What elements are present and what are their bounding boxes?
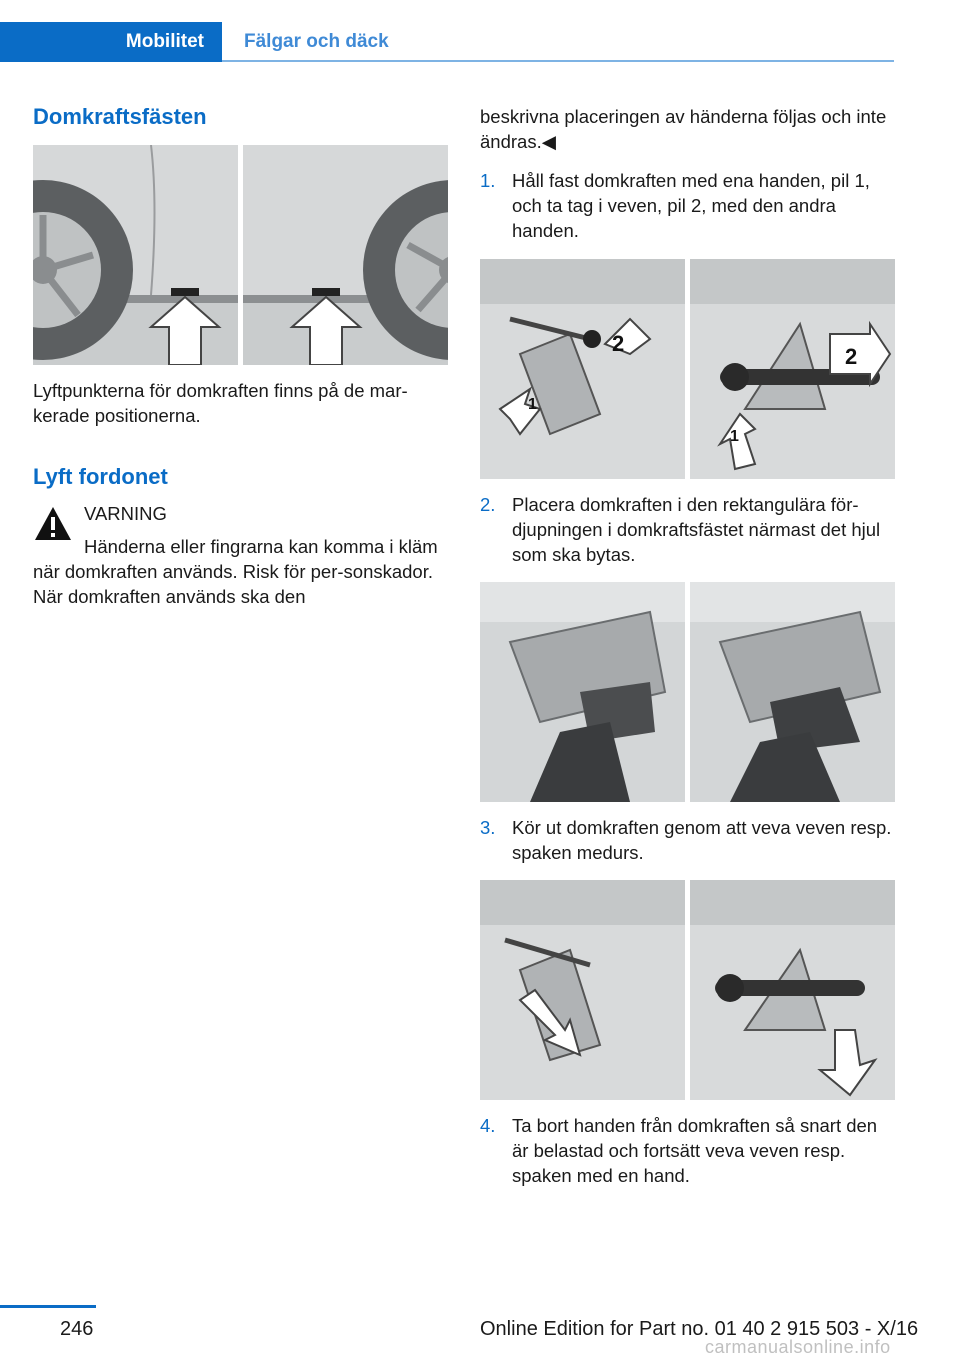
step-text: Kör ut domkraften genom att veva veven resp. spaken medurs. (512, 817, 892, 863)
step-text: Placera domkraften i den rektangulära för-djupningen i domkraftsfästet närmast det hjul som ska bytas. (512, 494, 881, 565)
step-3 (480, 815, 898, 865)
warning-text: Händerna eller fingrarna kan komma i kläm när domkraften används. Risk för per-sonskador. När domkraften används ska den (33, 536, 438, 607)
edition-info: Online Edition for Part no. 01 40 2 915 503 - X/16 (480, 1318, 919, 1340)
step-number: 1. (480, 170, 496, 191)
step-2 (480, 492, 898, 567)
arrow-label-1: 1 (528, 396, 537, 413)
figure-step-2 (480, 582, 895, 802)
heading-domkraftsfasten: Domkraftsfästen (33, 104, 207, 129)
caption-jack-points: Lyftpunkterna för domkraften finns på de mar-kerade positionerna. (33, 380, 408, 426)
step-text: Håll fast domkraften med ena handen, pil 1, och ta tag i veven, pil 2, med den andra handen. (512, 170, 870, 241)
page-number: 246 (60, 1318, 94, 1340)
step-number: 4. (480, 1115, 496, 1136)
arrow-label-2b: 2 (845, 344, 858, 369)
step-1 (480, 168, 898, 243)
step-4 (480, 1113, 898, 1188)
tab-falgar-och-dack[interactable]: Fälgar och däck (222, 22, 894, 62)
heading-lyft-fordonet: Lyft fordonet (33, 464, 168, 489)
tab-mobilitet[interactable]: Mobilitet (0, 22, 222, 62)
watermark: carmanualsonline.info (705, 1337, 891, 1357)
arrow-label-1b: 1 (730, 428, 739, 445)
figure-step-3 (480, 880, 895, 1100)
warning-label: VARNING (84, 503, 167, 524)
footer-rule (0, 1305, 96, 1308)
step-number: 2. (480, 494, 496, 515)
figure-step-1 (480, 259, 895, 479)
arrow-label-2: 2 (612, 331, 625, 356)
figure-jack-points (33, 145, 448, 365)
warning-text-continued: beskrivna placeringen av händerna följas och inte ändras.◀ (480, 106, 887, 152)
step-text: Ta bort handen från domkraften så snart den är belastad och fortsätt veva veven resp. spaken med en hand. (512, 1115, 878, 1186)
step-number: 3. (480, 817, 496, 838)
header-rule (222, 60, 894, 62)
